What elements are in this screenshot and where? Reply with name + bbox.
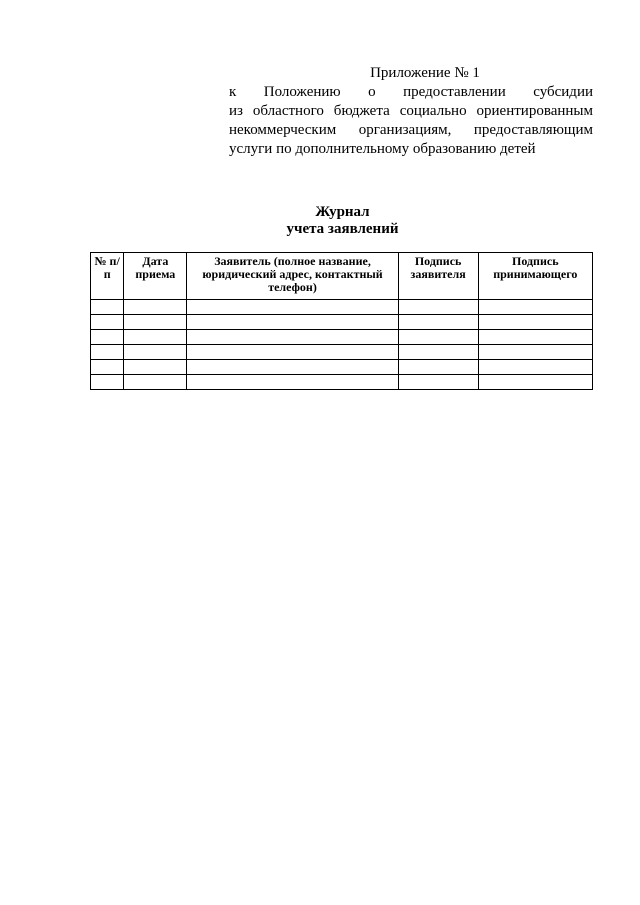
table-row bbox=[91, 300, 593, 315]
table-row bbox=[91, 345, 593, 360]
table-cell bbox=[124, 375, 187, 390]
table-row bbox=[91, 315, 593, 330]
table-cell bbox=[187, 330, 398, 345]
header-applicant-signature: Подпись заявителя bbox=[398, 253, 478, 300]
table-cell bbox=[124, 330, 187, 345]
appendix-line-1: к Положению о предоставлении субсидии bbox=[229, 84, 593, 100]
table-cell bbox=[398, 300, 478, 315]
table-cell bbox=[187, 315, 398, 330]
appendix-line-3: некоммерческим организациям, предоставляющим bbox=[229, 122, 593, 138]
table-cell bbox=[124, 300, 187, 315]
table-row bbox=[91, 360, 593, 375]
table-cell bbox=[124, 360, 187, 375]
appendix-block bbox=[229, 64, 593, 159]
table-cell bbox=[398, 345, 478, 360]
table-cell bbox=[91, 360, 124, 375]
table-cell bbox=[478, 330, 592, 345]
header-receiver-signature: Подпись принимающего bbox=[478, 253, 592, 300]
table-cell bbox=[91, 315, 124, 330]
table-body bbox=[91, 300, 593, 390]
header-date: Дата приема bbox=[124, 253, 187, 300]
table-cell bbox=[398, 315, 478, 330]
journal-title bbox=[230, 204, 455, 238]
applications-journal-table bbox=[90, 252, 593, 390]
appendix-title: Приложение № 1 bbox=[370, 65, 480, 81]
appendix-line-4: услуги по дополнительному образованию детей bbox=[229, 141, 536, 157]
table-cell bbox=[478, 360, 592, 375]
header-applicant: Заявитель (полное название, юридический адрес, контактный телефон) bbox=[187, 253, 398, 300]
table-header-row bbox=[91, 253, 593, 300]
table-cell bbox=[478, 345, 592, 360]
table-row bbox=[91, 330, 593, 345]
table-cell bbox=[91, 330, 124, 345]
table-cell bbox=[478, 375, 592, 390]
table-cell bbox=[398, 360, 478, 375]
table-row bbox=[91, 375, 593, 390]
table-cell bbox=[398, 375, 478, 390]
table-cell bbox=[398, 330, 478, 345]
journal-title-line-2: учета заявлений bbox=[286, 221, 399, 237]
table-cell bbox=[187, 375, 398, 390]
appendix-line-2: из областного бюджета социально ориентированным bbox=[229, 103, 593, 119]
table-cell bbox=[187, 345, 398, 360]
appendix-reference bbox=[229, 83, 593, 159]
table-cell bbox=[187, 360, 398, 375]
table-cell bbox=[478, 315, 592, 330]
table-cell bbox=[124, 345, 187, 360]
journal-title-line-1: Журнал bbox=[315, 204, 370, 220]
table-cell bbox=[478, 300, 592, 315]
table-cell bbox=[91, 375, 124, 390]
header-number: № п/п bbox=[91, 253, 124, 300]
table-cell bbox=[91, 345, 124, 360]
table-cell bbox=[187, 300, 398, 315]
table-cell bbox=[91, 300, 124, 315]
table-cell bbox=[124, 315, 187, 330]
